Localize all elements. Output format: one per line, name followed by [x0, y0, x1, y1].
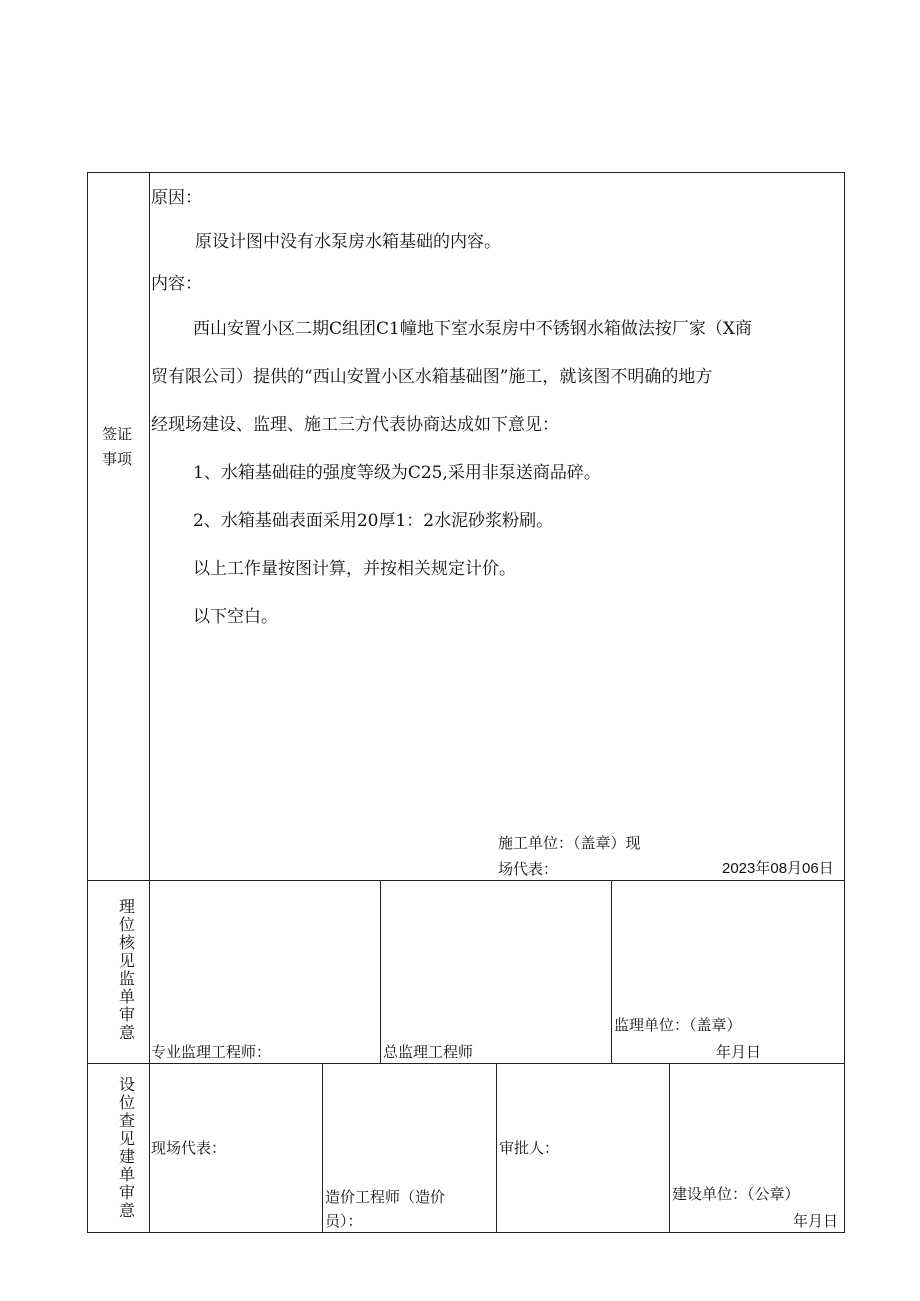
construction-date: 年月日 — [793, 1212, 839, 1230]
supervision-date: 年月日 — [716, 1043, 762, 1061]
site-rep-label: 现场代表： — [151, 1139, 227, 1157]
chief-engineer-label: 总监理工程师 — [383, 1043, 474, 1061]
construction-unit-label: 建设单位：（公章） — [672, 1185, 800, 1203]
row-divider-1 — [87, 880, 845, 881]
row-divider-2 — [87, 1063, 845, 1064]
calc-note: 以上工作量按图计算，并按相关规定计价。 — [193, 559, 516, 579]
construction-col-divider-3 — [669, 1063, 670, 1233]
content-line-3: 经现场建设、监理、施工三方代表协商达成如下意见： — [151, 415, 559, 435]
opinion-item-1: 1、水箱基础硅的强度等级为C25,采用非泵送商品碎。 — [193, 463, 601, 483]
content-heading: 内容： — [151, 274, 202, 294]
label-column-divider — [149, 172, 150, 1233]
supervision-unit-label: 监理单位：（盖章） — [614, 1016, 742, 1034]
supervision-col-divider-2 — [611, 880, 612, 1063]
approver-label: 审批人： — [499, 1139, 560, 1157]
construction-col-divider-2 — [496, 1063, 497, 1233]
specialist-engineer-label: 专业监理工程师： — [151, 1043, 272, 1061]
contractor-unit-label: 施工单位：（盖章）现 — [498, 834, 641, 852]
contractor-date: 2023年08月06日 — [722, 860, 834, 877]
contractor-rep-label: 场代表： — [498, 860, 559, 878]
cost-engineer-label-line2: 员）： — [325, 1212, 363, 1230]
blank-note: 以下空白。 — [193, 607, 278, 627]
construction-col-divider-1 — [322, 1063, 323, 1233]
reason-heading: 原因： — [151, 188, 202, 208]
supervision-col-divider-1 — [380, 880, 381, 1063]
cost-engineer-label-line1: 造价工程师（造价 — [325, 1188, 446, 1206]
visa-label-line1: 签证 — [102, 425, 133, 443]
visa-label-line2: 事项 — [102, 450, 133, 468]
supervision-label: 理位核见监单审意 — [118, 897, 135, 1042]
reason-text: 原设计图中没有水泵房水箱基础的内容。 — [195, 232, 501, 252]
opinion-item-2: 2、水箱基础表面采用20厚1：2水泥砂浆粉刷。 — [193, 511, 554, 531]
content-line-2: 贸有限公司）提供的“西山安置小区水箱基础图”施工，就该图不明确的地方 — [151, 367, 713, 387]
content-line-1: 西山安置小区二期C组团C1幢地下室水泵房中不锈钢水箱做法按厂家（X商 — [193, 319, 752, 339]
construction-label: 设位查见建单审意 — [118, 1075, 135, 1220]
